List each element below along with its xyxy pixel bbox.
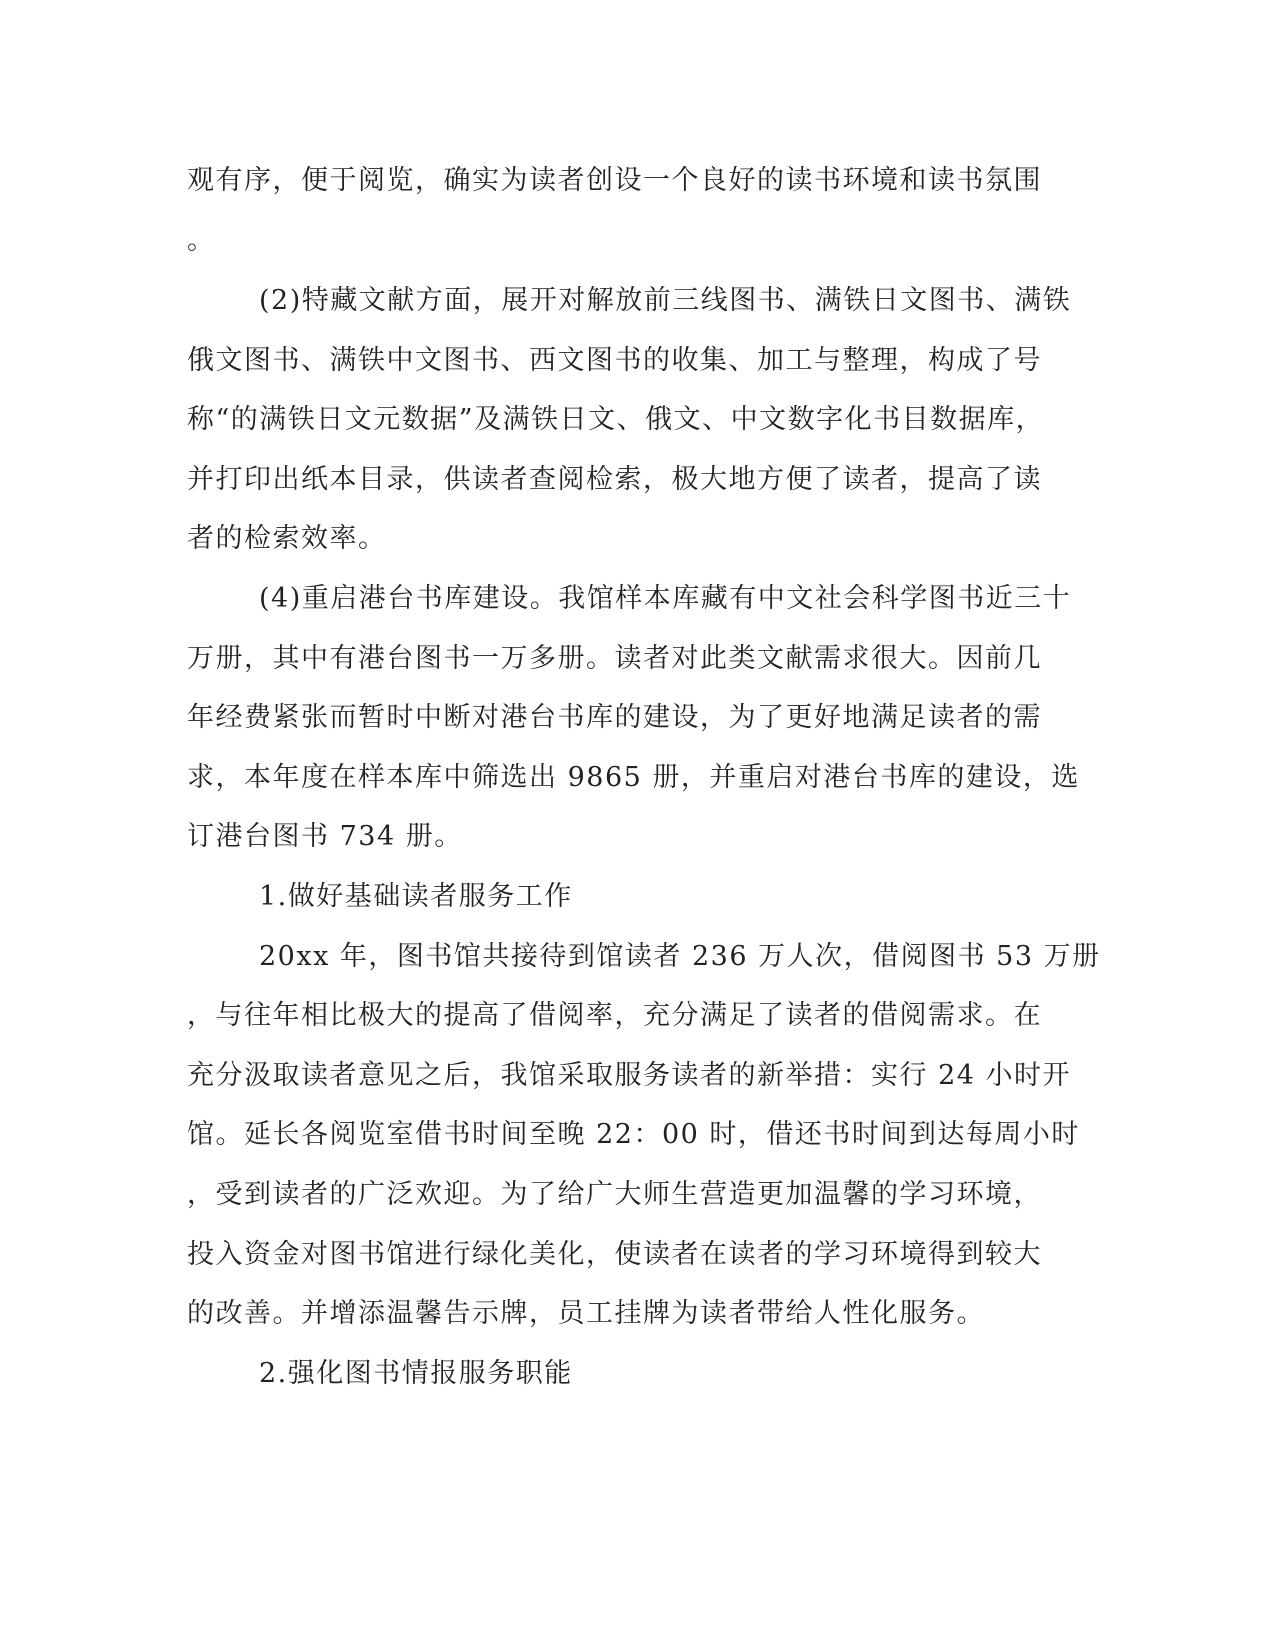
paragraph-start-line: (2)特藏文献方面，展开对解放前三线图书、满铁日文图书、满铁 [259,285,1072,316]
text-line: 求，本年度在样本库中筛选出 9865 册，并重启对港台书库的建设，选 [187,762,1080,793]
text-line: ，与往年相比极大的提高了借阅率，充分满足了读者的借阅需求。在 [187,1000,1042,1031]
text-line: 充分汲取读者意见之后，我馆采取服务读者的新举措：实行 24 小时开 [187,1060,1072,1091]
text-line: 馆。延长各阅览室借书时间至晚 22：00 时，借还书时间到达每周小时 [187,1119,1080,1150]
section-heading: 2.强化图书情报服务职能 [259,1358,573,1389]
paragraph-start-line: 20xx 年，图书馆共接待到馆读者 236 万人次，借阅图书 53 万册 [259,941,1101,972]
text-line: 称“的满铁日文元数据”及满铁日文、俄文、中文数字化书目数据库， [187,404,1045,435]
text-line: 者的检索效率。 [187,523,387,554]
text-line: 的改善。并增添温馨告示牌，员工挂牌为读者带给人性化服务。 [187,1298,985,1329]
text-line: 年经费紧张而暂时中断对港台书库的建设，为了更好地满足读者的需 [187,702,1042,733]
section-heading: 1.做好基础读者服务工作 [259,881,573,912]
text-line: 观有序，便于阅览，确实为读者创设一个良好的读书环境和读书氛围 [187,165,1042,196]
text-line: ，受到读者的广泛欢迎。为了给广大师生营造更加温馨的学习环境， [187,1179,1042,1210]
text-line: 。 [187,225,216,256]
text-line: 万册，其中有港台图书一万多册。读者对此类文献需求很大。因前几 [187,643,1042,674]
text-line: 投入资金对图书馆进行绿化美化，使读者在读者的学习环境得到较大 [187,1239,1042,1270]
text-line: 订港台图书 734 册。 [187,821,463,852]
text-line: 并打印出纸本目录，供读者查阅检索，极大地方便了读者，提高了读 [187,464,1042,495]
paragraph-start-line: (4)重启港台书库建设。我馆样本库藏有中文社会科学图书近三十 [259,583,1072,614]
text-line: 俄文图书、满铁中文图书、西文图书的收集、加工与整理，构成了号 [187,345,1042,376]
